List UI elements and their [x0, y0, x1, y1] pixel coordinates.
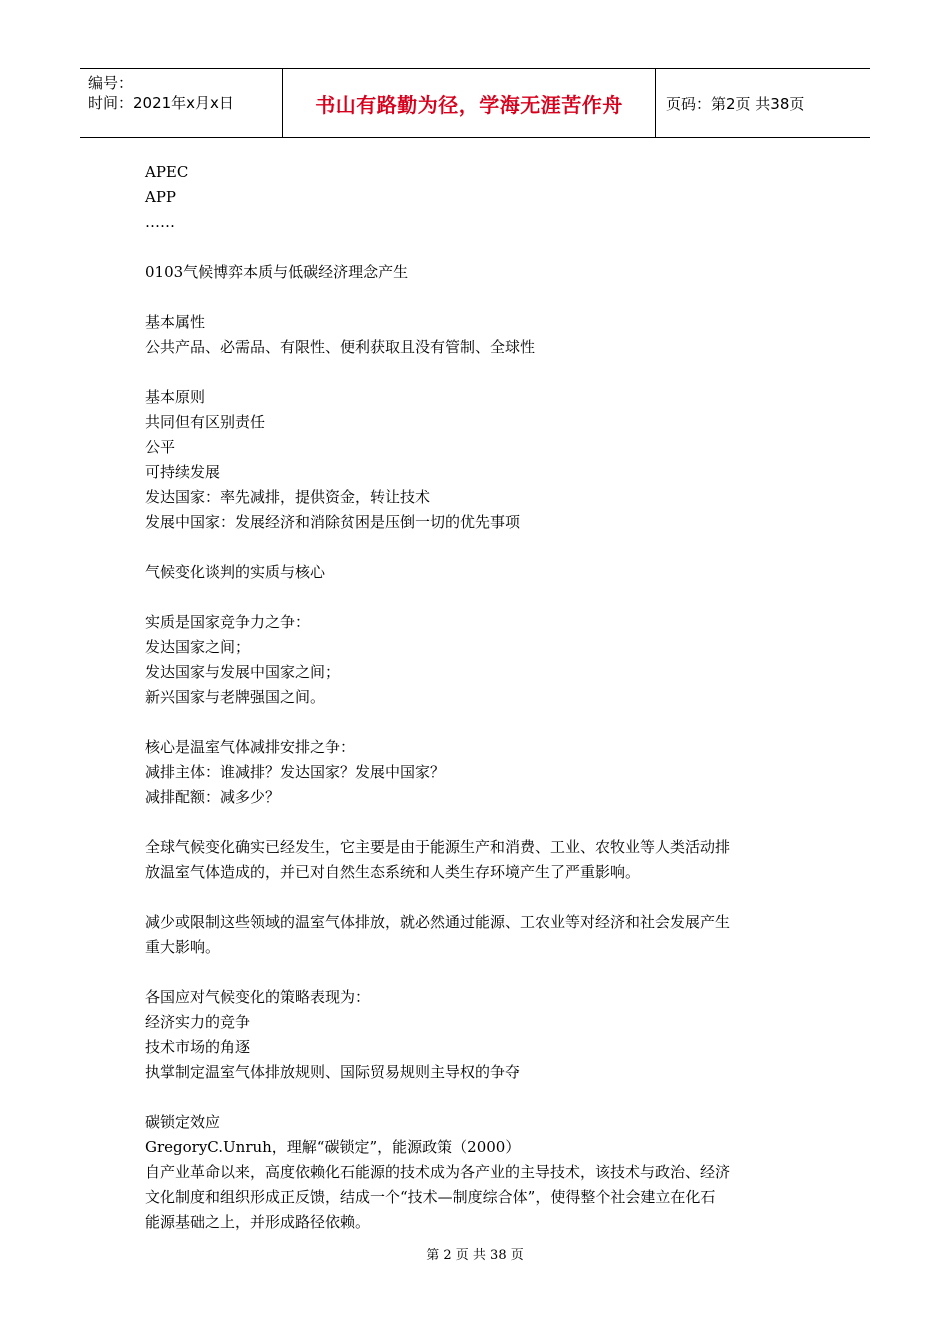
- header-page-label: 页码：第2页 共38页: [666, 94, 805, 113]
- text-line: 能源基础之上，并形成路径依赖。: [145, 1213, 371, 1231]
- paragraph-gap: [145, 960, 810, 985]
- text-line: 技术市场的角逐: [145, 1038, 251, 1056]
- number-label: 编号：: [88, 74, 134, 92]
- header-meta: [80, 69, 282, 137]
- text-line: 实质是国家竞争力之争：: [145, 613, 311, 631]
- paragraph-gap: [145, 360, 810, 385]
- date-label: 时间：2021年x月x日: [88, 94, 234, 112]
- page-header: [80, 68, 870, 138]
- text-line: 共同但有区别责任: [145, 413, 266, 431]
- text-line: 核心是温室气体减排安排之争：: [145, 738, 356, 756]
- document-body: [145, 160, 810, 1235]
- text-line: 各国应对气候变化的策略表现为：: [145, 988, 371, 1006]
- text-line: 发达国家之间；: [145, 638, 251, 656]
- section-heading: 0103气候博弈本质与低碳经济理念产生: [145, 263, 409, 281]
- text-line: 文化制度和组织形成正反馈，结成一个“技术—制度综合体”，使得整个社会建立在化石: [145, 1188, 716, 1206]
- text-line: 全球气候变化确实已经发生，它主要是由于能源生产和消费、工业、农牧业等人类活动排: [145, 838, 731, 856]
- text-line: 重大影响。: [145, 938, 221, 956]
- section-heading: 基本属性: [145, 313, 206, 331]
- header-motto: 书山有路勤为径，学海无涯苦作舟: [282, 69, 656, 137]
- paragraph-gap: [145, 585, 810, 610]
- text-line: 公平: [145, 438, 176, 456]
- text-line: 可持续发展: [145, 463, 221, 481]
- paragraph-gap: [145, 810, 810, 835]
- text-line: 发展中国家：发展经济和消除贫困是压倒一切的优先事项: [145, 513, 521, 531]
- text-line: APP: [145, 188, 177, 206]
- paragraph-gap: [145, 710, 810, 735]
- text-line: 发达国家：率先减排，提供资金，转让技术: [145, 488, 431, 506]
- text-line: 新兴国家与老牌强国之间。: [145, 688, 326, 706]
- text-line: 经济实力的竞争: [145, 1013, 251, 1031]
- text-line: 减排配额：减多少？: [145, 788, 281, 806]
- text-line: 减排主体：谁减排？发达国家？发展中国家？: [145, 763, 446, 781]
- section-heading: 气候变化谈判的实质与核心: [145, 563, 326, 581]
- text-line: GregoryC.Unruh，理解“碳锁定”，能源政策（2000）: [145, 1138, 521, 1156]
- section-heading: 碳锁定效应: [145, 1113, 221, 1131]
- page-footer: 第 2 页 共 38 页: [426, 1248, 524, 1263]
- text-line: ……: [145, 213, 175, 231]
- paragraph-gap: [145, 535, 810, 560]
- paragraph-gap: [145, 885, 810, 910]
- paragraph-gap: [145, 285, 810, 310]
- text-line: 公共产品、必需品、有限性、便利获取且没有管制、全球性: [145, 338, 536, 356]
- text-line: 发达国家与发展中国家之间；: [145, 663, 341, 681]
- text-line: 执掌制定温室气体排放规则、国际贸易规则主导权的争夺: [145, 1063, 521, 1081]
- paragraph-gap: [145, 1085, 810, 1110]
- text-line: APEC: [145, 163, 189, 181]
- section-heading: 基本原则: [145, 388, 206, 406]
- paragraph-gap: [145, 235, 810, 260]
- text-line: 放温室气体造成的，并已对自然生态系统和人类生存环境产生了严重影响。: [145, 863, 641, 881]
- text-line: 减少或限制这些领域的温室气体排放，就必然通过能源、工农业等对经济和社会发展产生: [145, 913, 731, 931]
- text-line: 自产业革命以来，高度依赖化石能源的技术成为各产业的主导技术，该技术与政治、经济: [145, 1163, 731, 1181]
